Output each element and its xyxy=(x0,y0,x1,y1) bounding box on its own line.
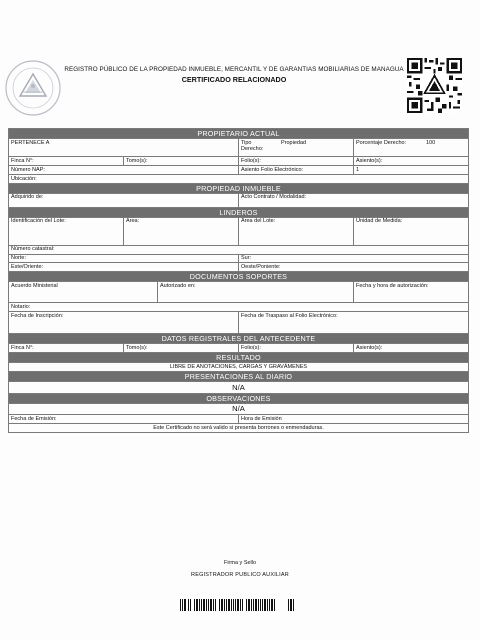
certificate-form xyxy=(8,128,469,433)
tipo-derecho-value: Propiedad xyxy=(281,139,307,146)
coat-of-arms-seal-icon xyxy=(2,58,64,118)
sur-label: Sur: xyxy=(239,254,469,263)
certificate-title: CERTIFICADO RELACIONADO xyxy=(181,75,287,84)
antecedente-tomo-label: Tomo(s): xyxy=(124,344,239,353)
section-documentos-soportes: DOCUMENTOS SOPORTES xyxy=(9,272,469,282)
fecha-emision-label: Fecha de Emisión: xyxy=(9,415,239,424)
registry-title: REGISTRO PÚBLICO DE LA PROPIEDAD INMUEBLE, MERCANTIL Y DE GARANTIAS MOBILIARIAS DE MANAGUA xyxy=(64,66,404,73)
fecha-inscripcion-label: Fecha de Inscripción: xyxy=(9,312,239,334)
norte-label: Norte: xyxy=(9,254,239,263)
asiento-folio-electronico-label: Asiento Folio Electrónico: xyxy=(239,165,354,174)
tipo-derecho-label: Tipo Derecho: xyxy=(241,139,264,153)
antecedente-asiento-label: Asiento(s): xyxy=(354,344,469,353)
section-propietario-actual: PROPIETARIO ACTUAL xyxy=(9,129,469,139)
area-lote-label: Area del Lote: xyxy=(239,217,354,245)
registrador-label: REGISTRADOR PUBLICO AUXILIAR xyxy=(191,572,289,578)
oeste-poniente-label: Oeste/Poniente: xyxy=(239,263,469,272)
asiento-folio-electronico-value: 1 xyxy=(354,165,469,174)
acuerdo-ministerial-label: Acuerdo Ministerial xyxy=(9,282,158,303)
area-label: Area: xyxy=(124,217,239,245)
barcode-icon xyxy=(180,599,300,611)
validity-notice: Este Certificado no será valido si presenta borrones o enmendaduras. xyxy=(9,424,469,433)
identificacion-lote-label: Identificación del Lote: xyxy=(9,217,124,245)
adquirido-de-label: Adquirido de: xyxy=(9,193,239,207)
porcentaje-derecho-label: Porcentaje Derecho: xyxy=(356,139,407,146)
section-linderos: LINDEROS xyxy=(9,207,469,217)
hora-emision-label: Hora de Emisión xyxy=(239,415,469,424)
section-observaciones: OBSERVACIONES xyxy=(9,393,469,403)
qr-code-icon xyxy=(407,58,462,113)
observaciones-value: N/A xyxy=(9,403,469,415)
finca-label: Finca N°: xyxy=(9,157,124,166)
document-header xyxy=(0,58,480,118)
antecedente-folio-label: Folio(s): xyxy=(239,344,354,353)
section-presentaciones-diario: PRESENTACIONES AL DIARIO xyxy=(9,372,469,382)
presentaciones-value: N/A xyxy=(9,382,469,394)
firma-sello-label: Firma y Sello xyxy=(223,560,257,566)
tomo-label: Tomo(s): xyxy=(124,157,239,166)
este-oriente-label: Este/Oriente: xyxy=(9,263,239,272)
asiento-label: Asiento(s): xyxy=(354,157,469,166)
fecha-traspaso-label: Fecha de Traspaso al Folio Electrónico: xyxy=(239,312,469,334)
fecha-hora-autorizacion-label: Fecha y hora de autorización: xyxy=(354,282,469,303)
tipo-derecho-field xyxy=(239,139,354,157)
autorizado-en-label: Autorizado en: xyxy=(158,282,354,303)
unidad-medida-label: Unidad de Medida: xyxy=(354,217,469,245)
antecedente-finca-label: Finca N°: xyxy=(9,344,124,353)
section-resultado: RESULTADO xyxy=(9,353,469,363)
acto-contrato-label: Acto Contrato / Modalidad: xyxy=(239,193,469,207)
pertenece-a-label: PERTENECE A xyxy=(9,139,239,157)
section-datos-antecedente: DATOS REGISTRALES DEL ANTECEDENTE xyxy=(9,334,469,344)
folio-label: Folio(s): xyxy=(239,157,354,166)
porcentaje-derecho-field xyxy=(354,139,469,157)
resultado-value: LIBRE DE ANOTACIONES, CARGAS Y GRAVÁMENES xyxy=(9,363,469,372)
section-propiedad-inmueble: PROPIEDAD INMUEBLE xyxy=(9,183,469,193)
ubicacion-label: Ubicación: xyxy=(9,174,469,183)
notario-label: Notario: xyxy=(9,303,469,312)
porcentaje-derecho-value: 100 xyxy=(426,139,436,146)
numero-catastral-label: Número catastral: xyxy=(9,245,469,254)
numero-nap-label: Número NAP: xyxy=(9,165,239,174)
